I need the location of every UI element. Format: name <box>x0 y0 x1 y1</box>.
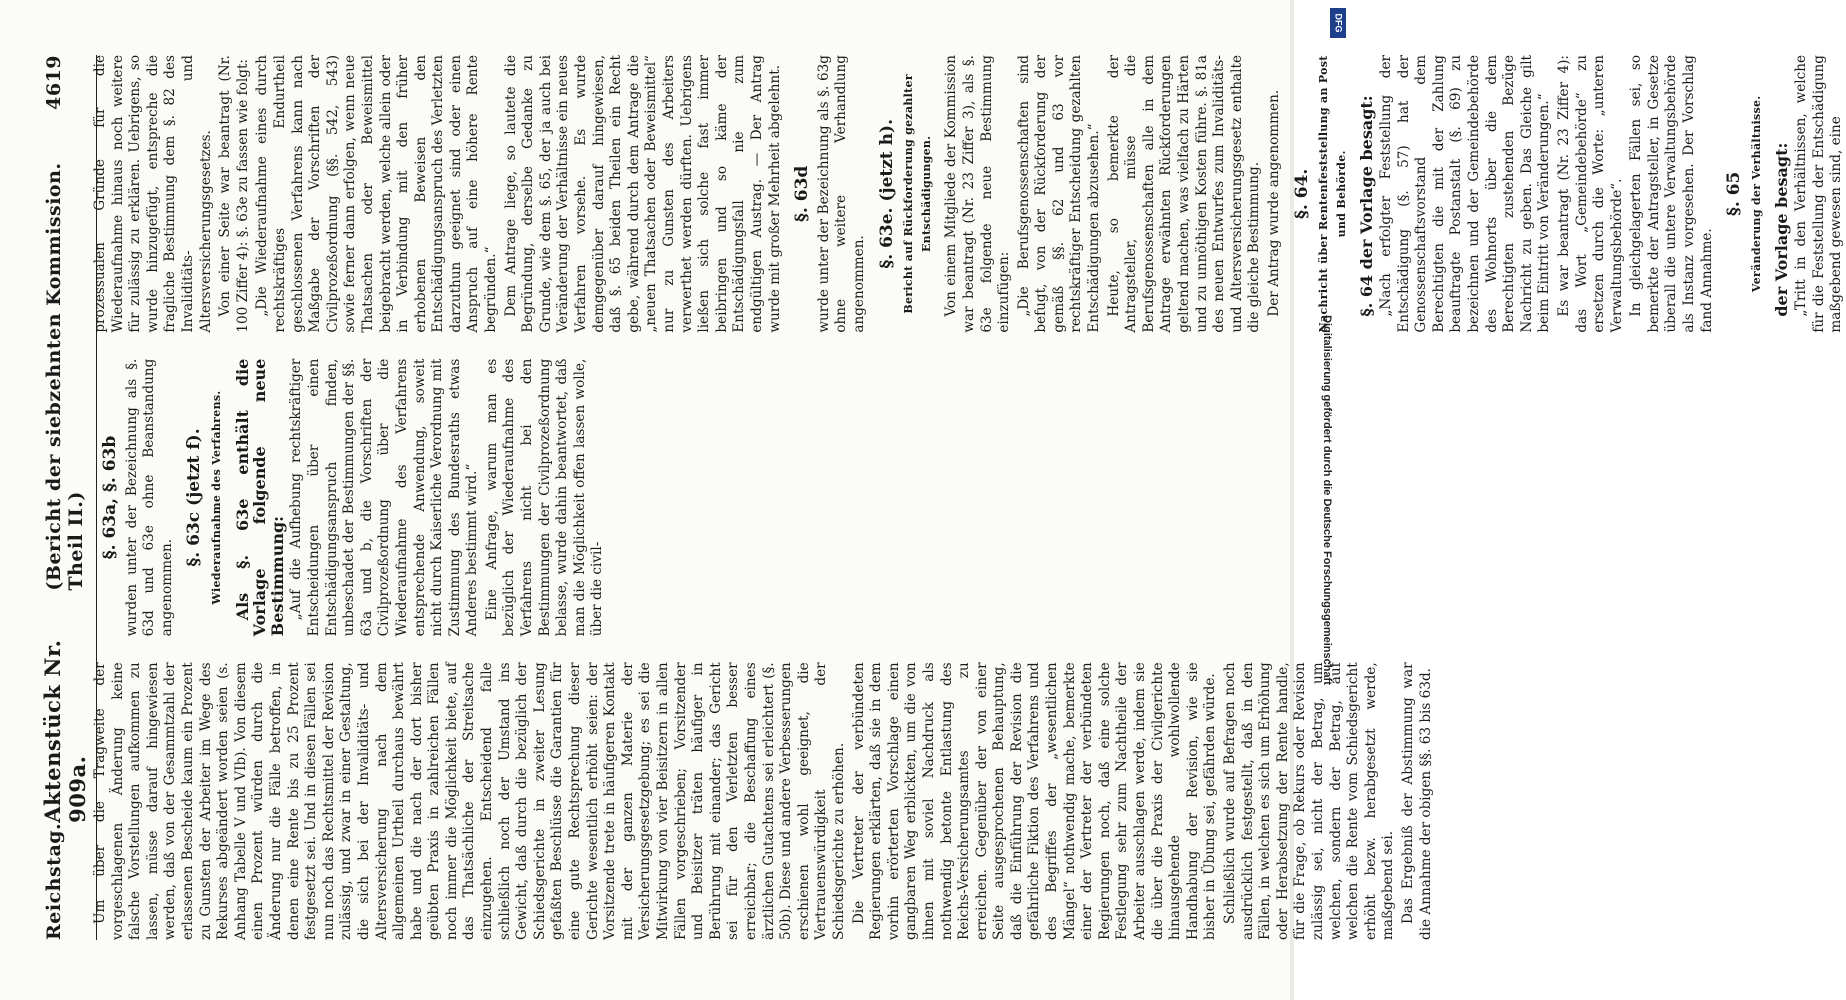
header-center: Aktenstück Nr. 909a. <box>40 639 90 823</box>
page-header <box>40 55 97 940</box>
section-subheading: Nachricht über Rentenfeststellung an Post und Behörde. <box>1317 55 1348 333</box>
page-number: 4619 <box>43 55 65 110</box>
credit-text: Digitalisierung gefördert durch die Deutsche Forschungsgemeinschaft <box>1321 315 1333 685</box>
section-heading: §. 63c (jetzt f). <box>184 428 205 567</box>
section-heading: §. 63d <box>792 165 813 222</box>
column-3 <box>92 54 1845 333</box>
column-2 <box>92 359 1250 637</box>
section-subheading: Wiederaufnahme des Verfahrens. <box>209 390 223 605</box>
paragraph: In gleichgelagerten Fällen sei, so bemerkte der Antragsteller, in Gesetze überall die untere Verwaltungsbehörde als Instanz vorgesehen. Der Vorschlag fand Annahme. <box>1628 54 1715 333</box>
paragraph: Dem Antrage liege, so lautete die Begründung, derselbe Gedanke zu Grunde, wie dem §. 65, der ja auch bei Veränderung der Verhältnisse ein neues Verfahren vorsehe. Es wurde demgegenüber darauf hingewiesen, daß §. 65 beiden Theilen ein Recht gebe, während durch dem Antrage die „neuen Thatsachen oder Beweismittel“ nur zu Gunsten des Arbeiters verwerthet werden dürften. Uebrigens ließen sich solche fast immer beibringen und so käme der Entschädigungsfall nie zum endgültigen Austrag. — Der Antrag wurde mit großer Mehrheit abgelehnt. <box>502 54 783 333</box>
paragraph: „Die Wiederaufnahme eines durch rechtskräftiges Endurtheil geschlossenen Verfahrens kann nach Maßgabe der Vorschriften der Civilprozeßordnung (§§. 542, 543) sowie ferner dann erfolgen, wenn neue Thatsachen oder Beweismittel beigebracht werden, welche allein oder in Verbindung mit den früher erhobenen Beweisen den Entschädigungsanspruch des Verletzten darzuthun geeignet sind oder einen Anspruch auf eine höhere Rente begründen.“ <box>254 54 500 333</box>
paragraph: „Die Berufsgenossenschaften sind befugt, von der Rückforderung der gemäß §§. 62 und 63 vor rechtskräftiger Entscheidung gezahlten Entschädigungen abzusehen.“ <box>1015 54 1103 333</box>
paragraph: „Nach erfolgter Feststellung der Entschädigung (§. 57) hat der Genossenschaftsvorstand dem Berechtigten die mit der Zahlung beauftragte Postanstalt (§. 69) zu bezeichnen und der Gemeindebehörde des Wohnorts über die dem Berechtigten zustehenden Bezüge Nachricht zu geben. Das Gleiche gilt beim Eintritt von Veränderungen.“ <box>1377 54 1553 333</box>
paragraph: Von einer Seite war beantragt (Nr. 100 Ziffer 4): §. 63e zu fassen wie folgt: <box>217 54 251 333</box>
paragraph: Eine Anfrage, warum man es bezüglich der Wiederaufnahme des Verfahrens nicht bei den Bestimmungen der Civilprozeßordnung belasse, wurde dahin beantwortet, daß man die Möglichkeit offen lassen wolle, über die civil- <box>483 358 606 637</box>
paragraph: Von einem Mitgliede der Kommission war beantragt (Nr. 23 Ziffer 3), als §. 63e folgende neue Bestimmung einzufügen: <box>943 54 1013 333</box>
section-heading: §. 65 <box>1724 171 1745 217</box>
dfg-logo-text: DFG <box>1333 13 1343 33</box>
section-heading: §. 64. <box>1291 168 1312 219</box>
bold-heading: der Vorlage besagt: <box>1772 142 1792 317</box>
paragraph: Der Antrag wurde angenommen. <box>1266 89 1282 317</box>
paragraph: wurden unter der Bezeichnung als §. 63d und 63e ohne Beanstandung angenommen. <box>123 358 175 637</box>
digitization-credit <box>1312 10 1342 990</box>
section-subheading: Veränderung der Verhältnisse. <box>1749 95 1763 293</box>
paragraph: Das Ergebniß der Abstimmung war die Annahme der obigen §§. 63 bis 63d. <box>1399 662 1434 940</box>
dfg-logo <box>1330 8 1346 38</box>
paragraph: Es war beantragt (Nr. 23 Ziffer 4): das Wort „Gemeindebehörde“ zu ersetzen durch die Worte: „unteren Verwaltungsbehörde“. <box>1555 54 1625 333</box>
column-1 <box>92 662 1434 940</box>
paragraph: Um über die Tragweite der vorgeschlagenen Änderung keine falsche Vorstellungen aufkommen zu lassen, müsse darauf hingewiesen werden, daß von der Gesammtzahl der erlassenen Bescheide kaum ein Prozent zu Gunsten der Arbeiter im Wege des Rekurses abgeändert worden seien (s. Anhang Tabelle V und VIb). Von diesem einen Prozent würden durch die Änderung nur die Fälle betroffen, in denen eine Rente bis zu 25 Prozent festgesetzt sei. Und in diesen Fällen sei nun noch das Rechtsmittel der Revision zulässig, und zwar in einer Gestaltung, die sich bei der Invaliditäts- und Altersversicherung nach dem allgemeinen Urtheil durchaus bewährt habe und die nach der dort bisher geübten Praxis in zahlreichen Fällen noch immer die Möglichkeit biete, auf das Thatsächliche der Streitsache einzugehen. Entscheidend falle schließlich noch der Umstand ins Gewicht, daß durch die bezüglich der Schiedsgerichte in zweiter Lesung gefaßten Beschlüsse die Garantien für eine gute Rechtsprechung dieser Gerichte wesentlich erhöht seien: der Vorsitzende trete in häufigeren Kontakt mit der ganzen Materie der Versicherungsgesetzgebung; es sei die Mitwirkung von vier Beisitzern in allen Fällen vorgeschrieben; Vorsitzender und Beisitzer träten häufiger in Berührung mit einander; das Gericht sei für den Verletzten besser erreichbar; die Beschaffung eines ärztlichen Gutachtens sei erleichtert (§. 50b). Diese und andere Verbesserungen erschienen wohl geeignet, die Vertrauenswürdigkeit der Schiedsgerichte zu erhöhen. <box>92 662 847 940</box>
section-heading: §. 63a, §. 63b <box>100 435 120 560</box>
bold-heading: Als §. 63e enthält die Vorlage folgende neue Bestimmung: <box>232 358 287 637</box>
header-left: Reichstag. <box>43 822 65 940</box>
section-heading: §. 63e. (jetzt h). <box>876 119 897 269</box>
paragraph: Heute, so bemerkte der Antragsteller, müsse die Berufsgenossenschaften alle in dem Antrage erwähnten Rückforderungen geltend machen, was vielfach zu Härten und zu unnöthigen Kosten führe. §. 81a des neuen Entwurfes zum Invaliditäts- und Altersversicherungsgesetz enthalte die gleiche Bestimmung. <box>1105 54 1263 333</box>
bold-heading: §. 64 der Vorlage besagt: <box>1357 95 1377 317</box>
paragraph: Die Vertreter der verbündeten Regierungen erklärten, daß sie in dem vorhin erörterten Vorschlage einen gangbaren Weg erblickten, um die von ihnen mit soviel Nachdruck als nothwendig betonte Entlastung des Reichs-Versicherungsamtes zu erreichen. Gegenüber der von einer Seite ausgesprochenen Behauptung, daß die Einführung der Revision die gefährliche Fiktion des Verfahrens und des Begriffes der „wesentlichen Mängel“ nothwendig mache, bemerkte einer der Vertreter der verbündeten Regierungen noch, daß eine solche Festlegung sehr zum Nachtheile der Arbeiter ausschlagen werde, indem sie die über die Praxis der Civilgerichte hinausgehende wohlwollende Handhabung der Revision, wie sie bisher in Übung sei, gefährden würde. <box>850 662 1219 940</box>
paragraph: „Auf die Aufhebung rechtskräftiger Entscheidungen über einen Entschädigungsanspruch finden, unbeschadet der Bestimmungen der §§. 63a und b, die Vorschriften der Civilprozeßordnung über die Wiederaufnahme des Verfahrens entsprechende Anwendung, soweit nicht durch Kaiserliche Verordnung mit Zustimmung des Bundesraths etwas Anderes bestimmt wird.“ <box>288 358 481 637</box>
section-subheading: Bericht auf Rückforderung gezahlter Entschädigungen. <box>902 74 933 314</box>
header-right: (Bericht der siebzehnten Kommission. Theil II.) <box>43 162 87 591</box>
paragraph: Schließlich wurde auf Befragen noch ausdrücklich festgestellt, daß in den Fällen, in welchen es sich um Erhöhung oder Herabsetzung der Rente handle, für die Frage, ob Rekurs oder Revision zulässig sei, nicht der Betrag, um welchen, sondern der Betrag, auf welchen die Rente vom Schiedsgericht erhöht bezw. herabgesetzt werde, maßgebend sei. <box>1222 662 1397 940</box>
paragraph: prozessualen Gründe für die Wiederaufnahme hinaus noch weitere für zulässig zu erklären. Uebrigens, so wurde hinzugefügt, entspreche die fragliche Bestimmung dem §. 82 des Invaliditäts- und Altersversicherungsgesetzes. <box>92 54 214 333</box>
paragraph: wurde unter der Bezeichnung als §. 63g ohne weitere Verhandlung angenommen. <box>815 54 867 333</box>
paragraph: „Tritt in den Verhältnissen, welche für die Feststellung der Entschädigung maßgebend gewesen sind, eine <box>1793 54 1845 333</box>
